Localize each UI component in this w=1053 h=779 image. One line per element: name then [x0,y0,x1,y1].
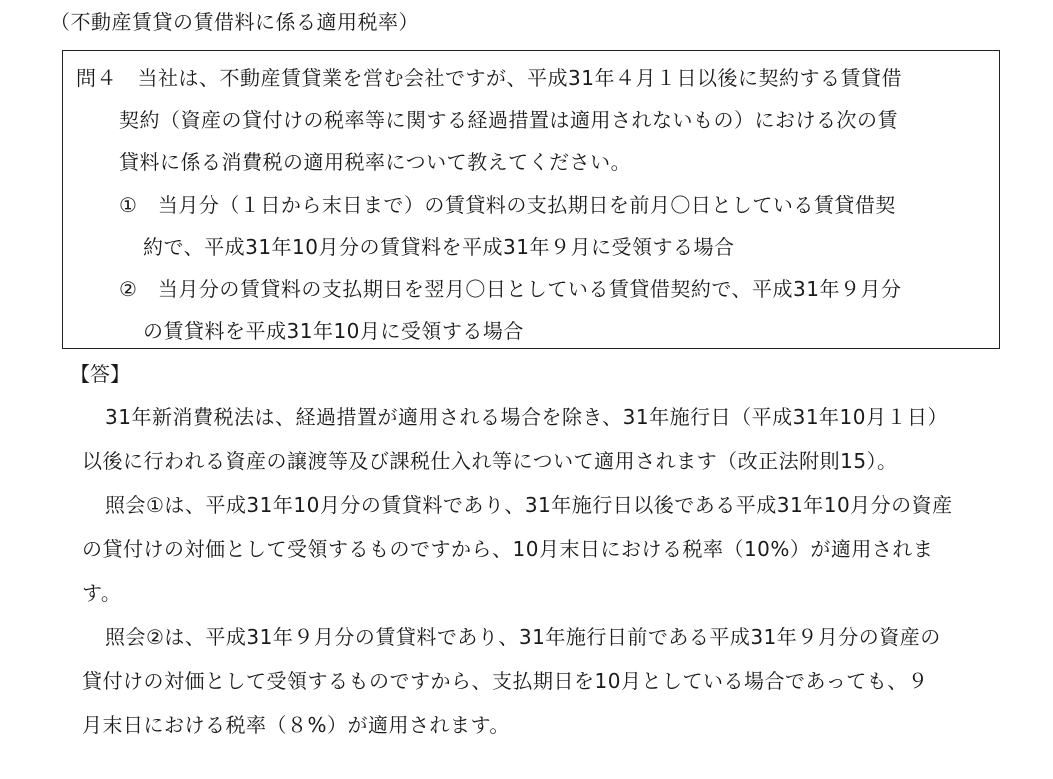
question-item-1: ① 当月分（１日から末日まで）の賃貸料の支払期日を前月〇日としている賃貸借契 [119,193,896,217]
answer-line: 以後に行われる資産の譲渡等及び課税仕入れ等について適用されます（改正法附則15）。 [82,449,898,473]
question-item-1-cont: 約で、平成31年10月分の賃貸料を平成31年９月に受領する場合 [143,235,735,259]
answer-line: の貸付けの対価として受領するものですから、10月末日における税率（10%）が適用されま [82,537,934,561]
question-item-2: ② 当月分の賃貸料の支払期日を翌月〇日としている賃貸借契約で、平成31年９月分 [119,277,902,301]
question-line: 契約（資産の貸付けの税率等に関する経過措置は適用されないもの）における次の賃 [119,108,898,132]
answer-line: 照会②は、平成31年９月分の賃貸料であり、31年施行日前である平成31年９月分の資産の [105,625,941,649]
question-line: 問４ 当社は、不動産賃貸業を営む会社ですが、平成31年４月１日以後に契約する賃貸借 [76,66,902,90]
answer-line: 照会①は、平成31年10月分の賃貸料であり、31年施行日以後である平成31年10月分の資産 [105,493,953,517]
answer-line: 月末日における税率（８%）が適用されます。 [82,713,510,737]
answer-line: 貸付けの対価として受領するものですから、支払期日を10月としている場合であっても、９ [82,669,929,693]
answer-line: 31年新消費税法は、経過措置が適用される場合を除き、31年施行日（平成31年10月１日） [105,405,948,429]
question-item-2-cont: の賃貸料を平成31年10月に受領する場合 [143,319,524,343]
answer-label: 【答】 [70,362,130,386]
answer-line: す。 [82,581,122,605]
question-line: 貸料に係る消費税の適用税率について教えてください。 [119,150,632,174]
section-heading: （不動産賃貸の賃借料に係る適用税率） [50,10,419,34]
